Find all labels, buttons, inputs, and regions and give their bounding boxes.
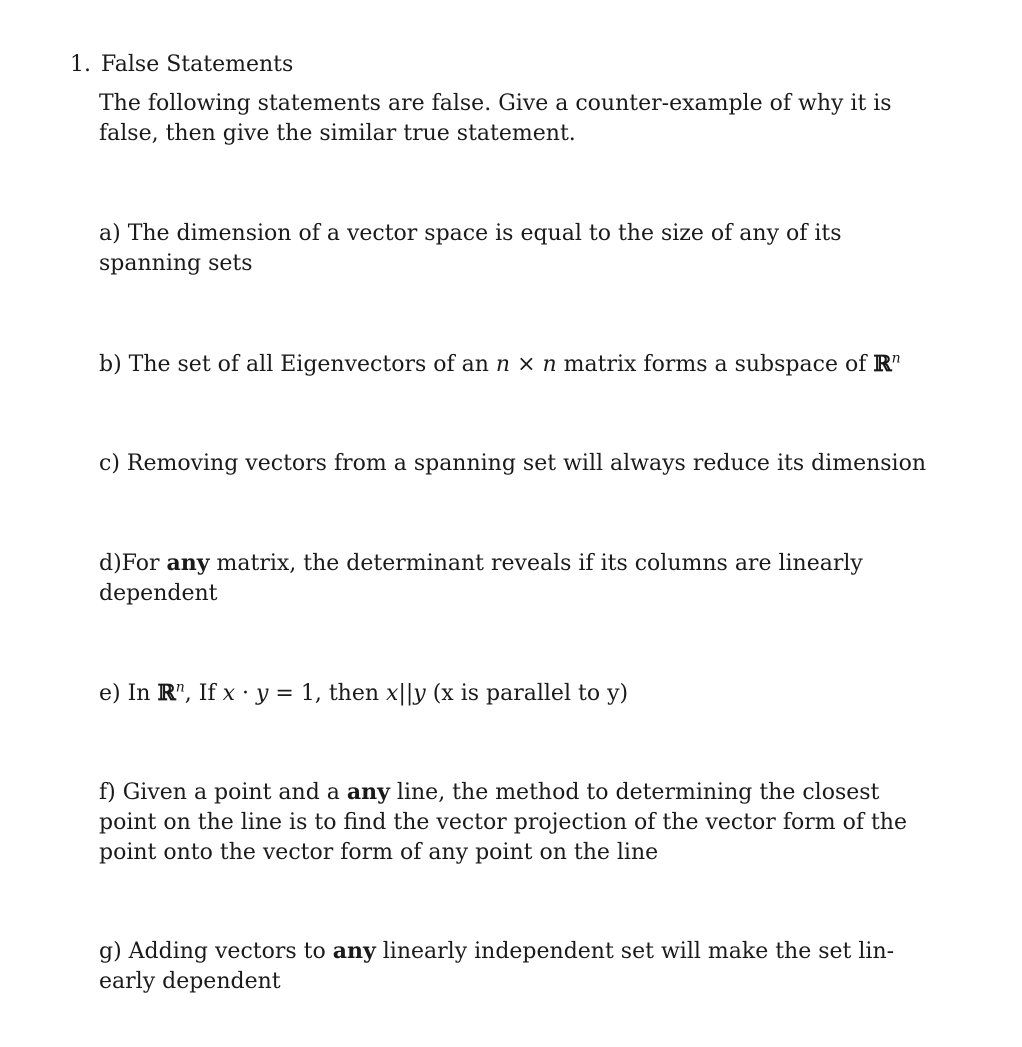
statement-g: [99, 936, 899, 997]
statement-e-text-pre: e) In: [99, 681, 158, 706]
statement-d-line-2: dependent: [99, 581, 218, 606]
statement-f-line-1: [99, 777, 899, 808]
math-n-1: n: [495, 352, 511, 377]
math-x-1: x: [222, 681, 236, 706]
intro-line-2: false, then give the similar true statement.: [99, 121, 576, 146]
statement-a-line-1: a) The dimension of a vector space is equal to the size of any of its: [99, 221, 842, 246]
statement-b-line-1: [99, 349, 899, 380]
statement-b-text-pre: b) The set of all Eigenvectors of an: [99, 352, 496, 377]
statement-f-text-post: line, the method to determining the closest: [389, 780, 880, 805]
statement-e-line-1: [99, 678, 899, 709]
section-title: False Statements: [101, 52, 294, 77]
statement-a: [99, 219, 899, 279]
statement-f-bold-any: any: [346, 779, 390, 805]
statement-a-line-2: spanning sets: [99, 251, 253, 276]
real-numbers-exponent: n: [891, 350, 901, 367]
section-heading: [70, 50, 293, 80]
real-numbers-exponent: n: [175, 679, 185, 696]
statement-f-text-pre: f) Given a point and a: [99, 780, 347, 805]
times-symbol: ×: [510, 352, 543, 377]
statement-g-text-pre: g) Adding vectors to: [99, 939, 333, 964]
intro-paragraph: [99, 89, 899, 149]
statement-d-text-post: matrix, the determinant reveals if its columns are linearly: [209, 551, 863, 576]
statement-b-text-post: matrix forms a subspace of: [556, 352, 874, 377]
statement-f-line-2: point on the line is to find the vector projection of the vector form of the: [99, 810, 907, 835]
math-x-2: x: [386, 681, 399, 706]
math-n-2: n: [542, 352, 557, 377]
statement-e-equals: = 1, then: [268, 681, 387, 706]
statement-d-line-1: [99, 548, 899, 579]
real-numbers-symbol: ℝ: [873, 351, 892, 377]
math-y-2: y: [413, 681, 426, 706]
intro-line-1: The following statements are false. Give a counter-example of why it is: [99, 91, 892, 116]
statement-b: [99, 349, 899, 380]
dot-operator: ·: [235, 681, 256, 706]
section-number: 1.: [70, 52, 91, 77]
statement-d-text-pre: d)For: [99, 551, 167, 576]
statement-e: [99, 678, 899, 709]
statement-c-line-1: c) Removing vectors from a spanning set will always reduce its dimension: [99, 451, 927, 476]
statement-g-line-1: [99, 936, 899, 967]
real-numbers-symbol: ℝ: [157, 680, 176, 706]
statement-g-bold-any: any: [332, 938, 376, 964]
parallel-symbol: ||: [398, 681, 414, 706]
statement-g-line-2: early dependent: [99, 969, 281, 994]
math-y-1: y: [256, 681, 269, 706]
statement-f-line-3: point onto the vector form of any point on the line: [99, 840, 659, 865]
statement-d: [99, 548, 899, 609]
statement-e-text-post: (x is parallel to y): [425, 681, 629, 706]
statement-c: [99, 449, 927, 479]
statement-g-text-post: linearly independent set will make the set lin-: [375, 939, 895, 964]
statement-e-text-mid: , If: [184, 681, 223, 706]
statement-d-bold-any: any: [166, 550, 210, 576]
statement-f: [99, 777, 907, 868]
